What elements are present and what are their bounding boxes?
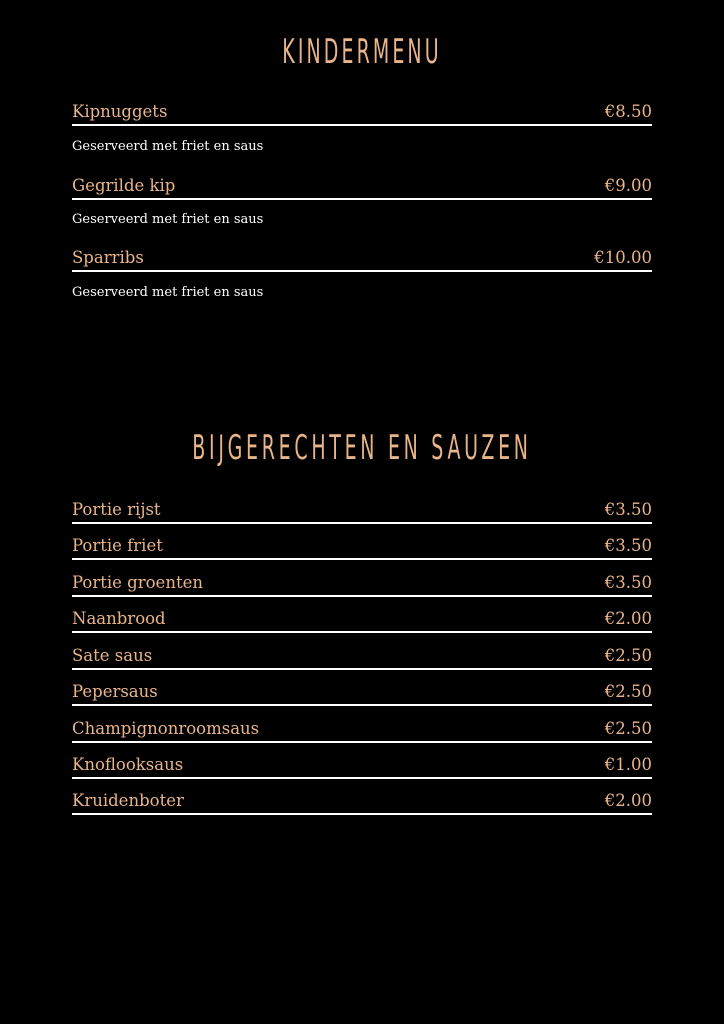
menu-item-portie-groenten [72, 569, 652, 597]
item-name: Pepersaus [72, 682, 158, 701]
item-description: Geserveerd met friet en saus [72, 212, 264, 227]
menu-item-pepersaus [72, 678, 652, 706]
menu-item-kruidenboter [72, 787, 652, 815]
menu-item-sparribs [72, 244, 652, 272]
item-name: Kipnuggets [72, 102, 168, 121]
item-name: Sate saus [72, 646, 153, 665]
menu-item-gegrilde-kip [72, 172, 652, 200]
item-price: €2.50 [604, 719, 652, 738]
bijgerechten-title: BIJGERECHTEN EN SAUZEN [192, 428, 532, 468]
item-price: €10.00 [594, 248, 652, 267]
menu-item-champignonroomsaus [72, 715, 652, 743]
menu-item-sate-saus [72, 642, 652, 670]
item-price: €3.50 [604, 500, 652, 519]
item-name: Knoflooksaus [72, 755, 184, 774]
item-name: Portie groenten [72, 573, 203, 592]
item-name: Portie friet [72, 536, 163, 555]
item-price: €2.00 [604, 791, 652, 810]
item-name: Naanbrood [72, 609, 166, 628]
item-description: Geserveerd met friet en saus [72, 139, 264, 154]
kindermenu-title: KINDERMENU [282, 32, 442, 72]
item-name: Champignonroomsaus [72, 719, 260, 738]
menu-item-portie-rijst [72, 496, 652, 524]
item-price: €9.00 [604, 176, 652, 195]
item-name: Kruidenboter [72, 791, 184, 810]
item-name: Sparribs [72, 248, 144, 267]
item-price: €8.50 [604, 102, 652, 121]
item-description: Geserveerd met friet en saus [72, 285, 264, 300]
menu-item-kipnuggets [72, 98, 652, 126]
item-price: €2.50 [604, 646, 652, 665]
item-price: €1.00 [604, 755, 652, 774]
item-name: Portie rijst [72, 500, 161, 519]
menu-item-portie-friet [72, 532, 652, 560]
item-price: €2.50 [604, 682, 652, 701]
menu-item-knoflooksaus [72, 751, 652, 779]
item-price: €3.50 [604, 536, 652, 555]
item-name: Gegrilde kip [72, 176, 176, 195]
item-price: €3.50 [604, 573, 652, 592]
menu-item-naanbrood [72, 605, 652, 633]
item-price: €2.00 [604, 609, 652, 628]
